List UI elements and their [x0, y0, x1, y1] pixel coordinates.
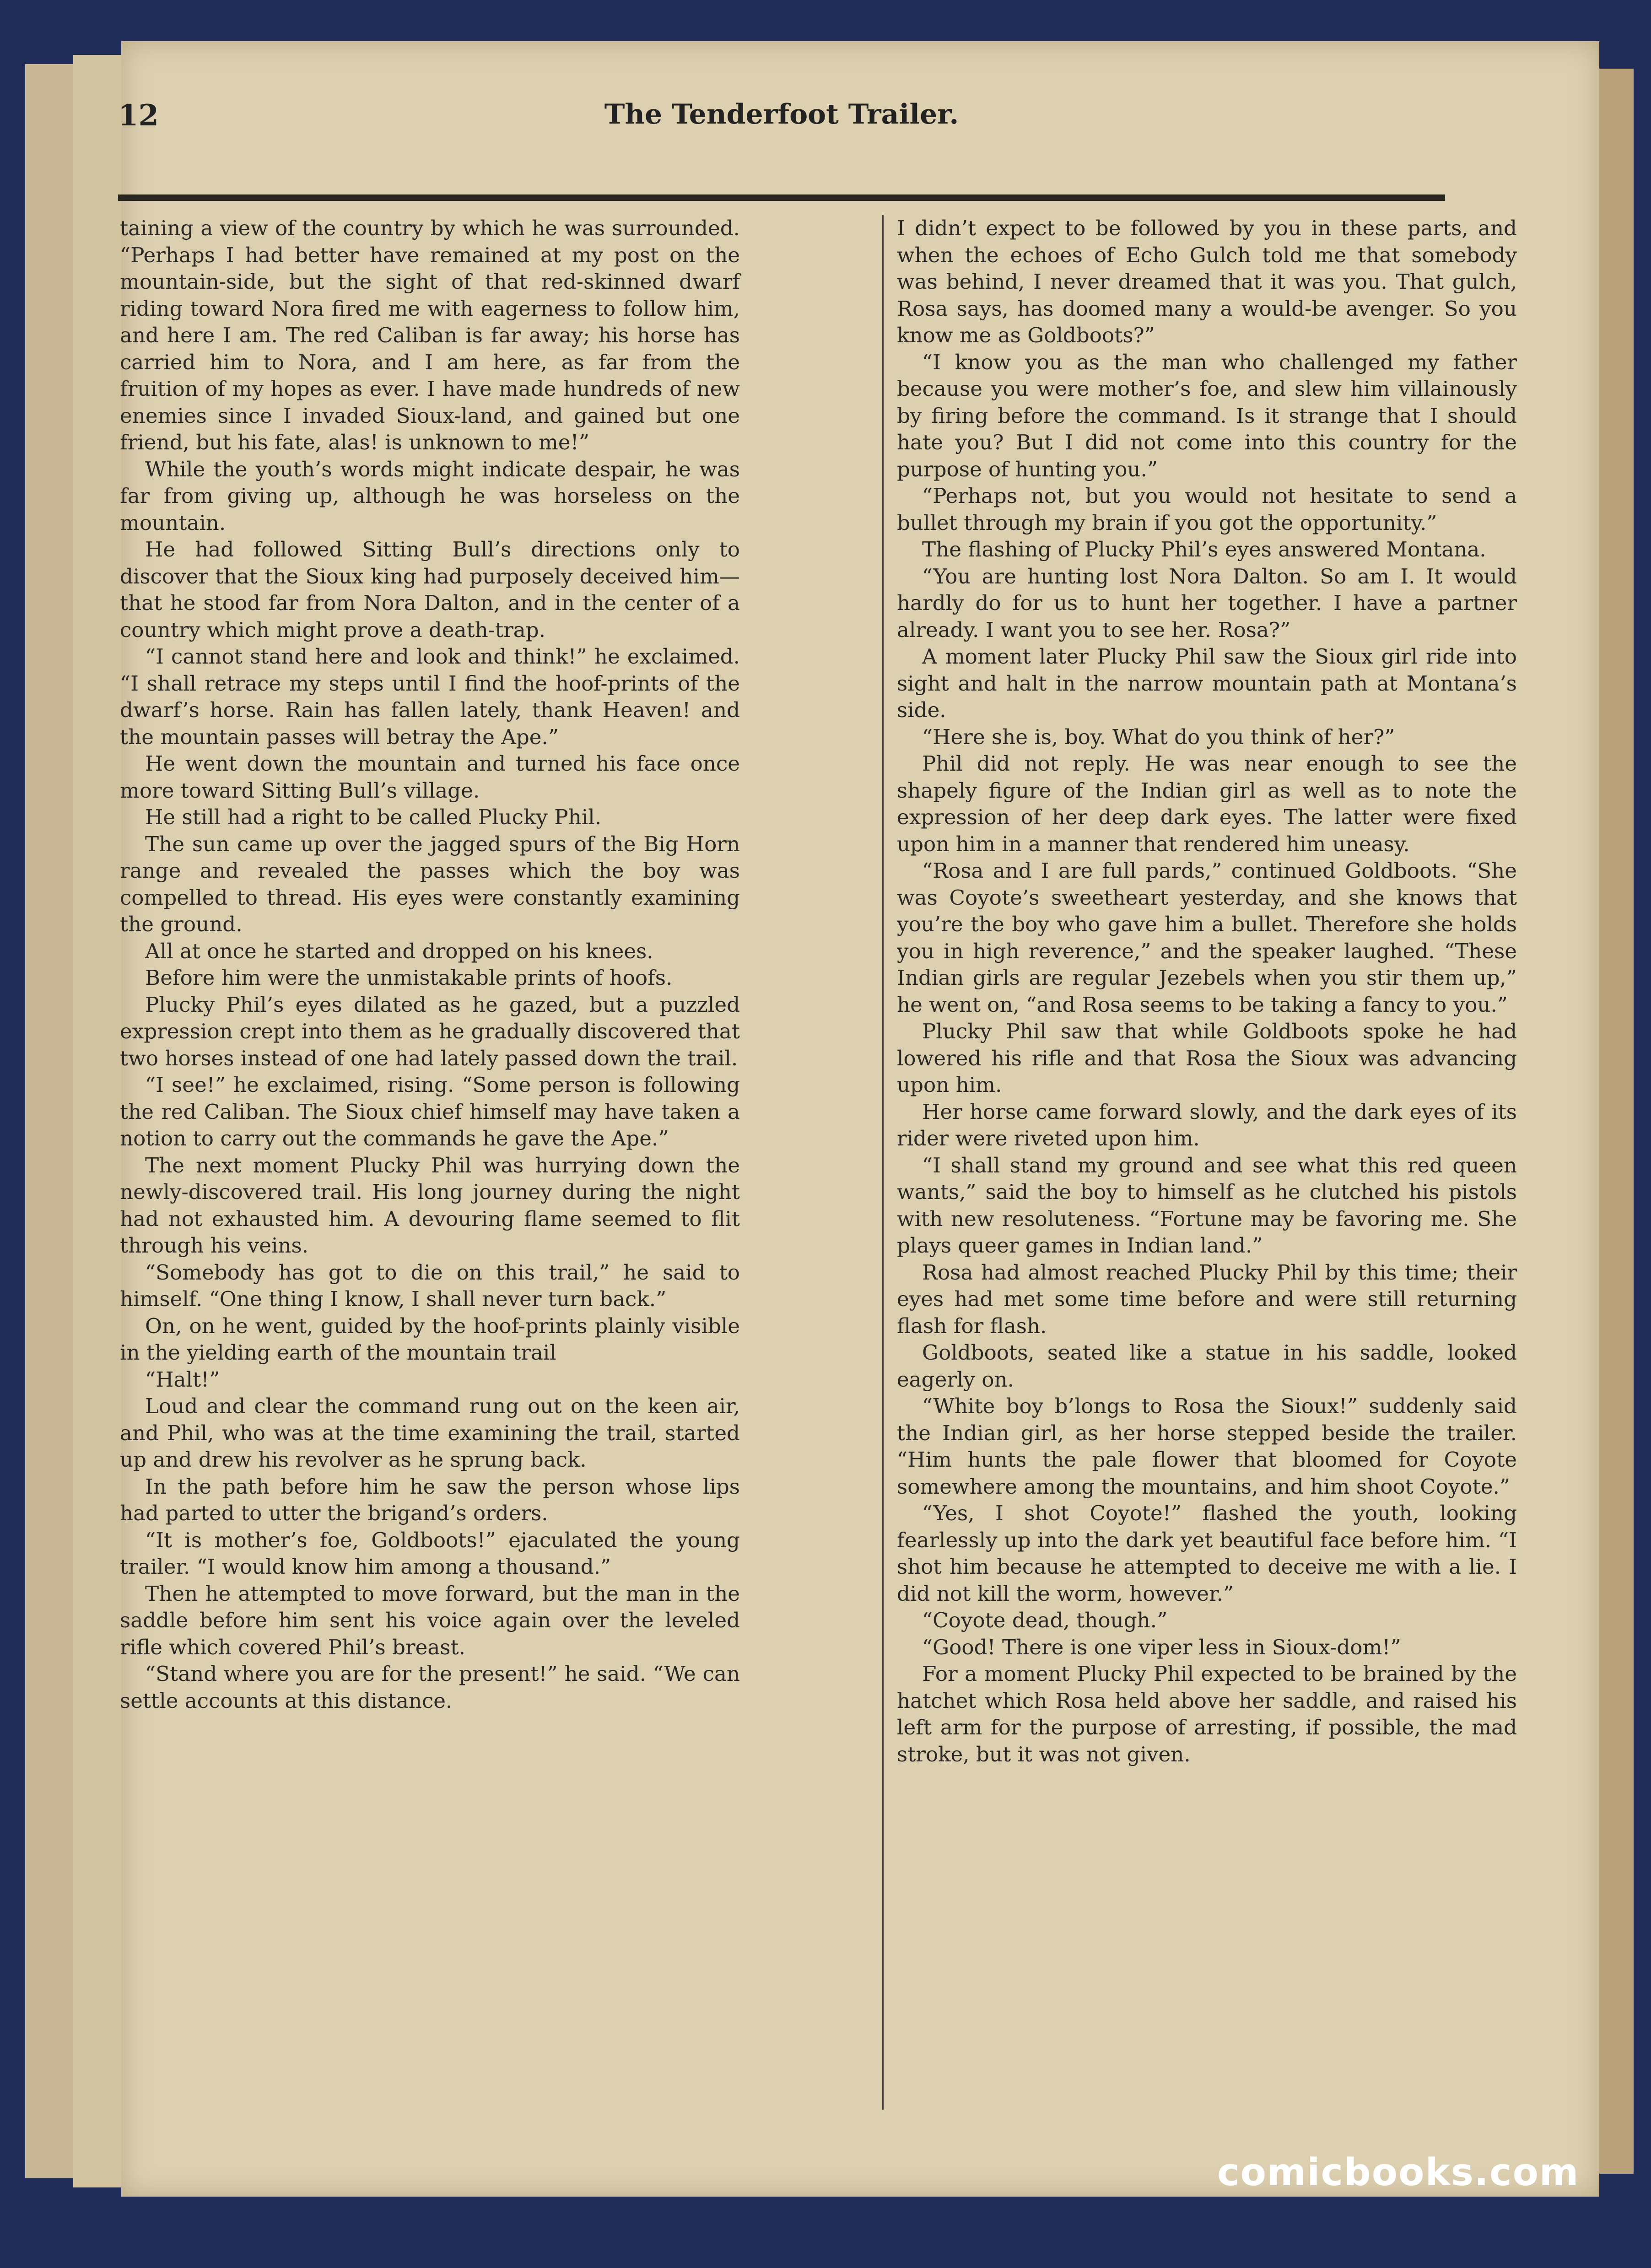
paragraph: The next moment Plucky Phil was hurrying down the newly-discovered trail. His long journey during the night had not exhausted him. A devouring flame seemed to flit through his veins. — [120, 1153, 740, 1258]
paragraph: Rosa had almost reached Plucky Phil by this time; their eyes had met some time before and were still returning flash for flash. — [897, 1260, 1517, 1338]
paragraph: Her horse came forward slowly, and the dark eyes of its rider were riveted upon him. — [897, 1099, 1517, 1150]
paragraph: “Perhaps not, but you would not hesitate to send a bullet through my brain if you got the opportunity.” — [897, 484, 1517, 535]
paragraph: “It is mother’s foe, Goldboots!” ejaculated the young trailer. “I would know him among a thousand.” — [120, 1528, 740, 1579]
paragraph: “Good! There is one viper less in Sioux-dom!” — [922, 1635, 1401, 1659]
paragraph: “Halt!” — [145, 1367, 220, 1392]
paragraph: “I cannot stand here and look and think!” he exclaimed. “I shall retrace my steps until I find the hoof-prints of the dwarf’s horse. Rain has fallen lately, thank Heaven! and the mountain passes will betray the Ape.” — [120, 644, 740, 749]
watermark: comicbooks.com — [1217, 2151, 1580, 2194]
paragraph: “You are hunting lost Nora Dalton. So am I. It would hardly do for us to hunt her together. I have a partner already. I want you to see her. Rosa?” — [897, 564, 1517, 642]
paragraph: A moment later Plucky Phil saw the Sioux girl ride into sight and halt in the narrow mountain path at Montana’s side. — [897, 644, 1517, 722]
paragraph: “Rosa and I are full pards,” continued Goldboots. “She was Coyote’s sweetheart yesterday, and she knows that you’re the boy who gave him a bullet. Therefore she holds you in high reverence,” and the speaker laughed. “These Indian girls are regular Jezebels when you stir them up,” he went on, “and Rosa seems to be taking a fancy to you.” — [897, 859, 1517, 1017]
paragraph: “Stand where you are for the present!” he said. “We can settle accounts at this distance. — [120, 1662, 740, 1713]
paragraph: Plucky Phil saw that while Goldboots spoke he had lowered his rifle and that Rosa the Sioux was advancing upon him. — [897, 1019, 1517, 1097]
paragraph: In the path before him he saw the person whose lips had parted to utter the brigand’s orders. — [120, 1474, 740, 1525]
page-header — [118, 98, 1445, 149]
paragraph: Loud and clear the command rung out on the keen air, and Phil, who was at the time examining the trail, started up and drew his revolver as he sprung back. — [120, 1394, 740, 1472]
paragraph: The sun came up over the jagged spurs of the Big Horn range and revealed the passes which the boy was compelled to thread. His eyes were constantly examining the ground. — [120, 832, 740, 936]
page-number: 12 — [118, 98, 159, 133]
right-page-edge — [1599, 69, 1634, 2174]
paragraph: “I see!” he exclaimed, rising. “Some person is following the red Caliban. The Sioux chief himself may have taken a notion to carry out the commands he gave the Ape.” — [120, 1073, 740, 1150]
paragraph: All at once he started and dropped on his knees. — [145, 939, 653, 963]
paragraph: Before him were the unmistakable prints of hoofs. — [145, 966, 673, 990]
paragraph: He went down the mountain and turned his face once more toward Sitting Bull’s village. — [120, 751, 740, 803]
paragraph: The flashing of Plucky Phil’s eyes answered Montana. — [922, 537, 1486, 562]
left-column — [120, 215, 740, 2114]
paragraph: Then he attempted to move forward, but the man in the saddle before him sent his voice again over the leveled rifle which covered Phil’s breast. — [120, 1581, 740, 1659]
paragraph: Goldboots, seated like a statue in his saddle, looked eagerly on. — [897, 1340, 1517, 1392]
paragraph: “Somebody has got to die on this trail,” he said to himself. “One thing I know, I shall never turn back.” — [120, 1260, 740, 1311]
header-rule — [118, 194, 1445, 201]
paragraph: Phil did not reply. He was near enough to see the shapely figure of the Indian girl as well as to note the expression of her deep dark eyes. The latter were fixed upon him in a manner that rendered him uneasy. — [897, 751, 1517, 856]
paragraph: He still had a right to be called Plucky Phil. — [145, 805, 602, 829]
paragraph: I didn’t expect to be followed by you in these parts, and when the echoes of Echo Gulch told me that somebody was behind, I never dreamed that it was you. That gulch, Rosa says, has doomed many a would-be avenger. So you know me as Goldboots?” — [897, 216, 1517, 347]
page-title: The Tenderfoot Trailer. — [604, 98, 959, 130]
paragraph: “Here she is, boy. What do you think of her?” — [922, 724, 1395, 749]
paragraph: “Coyote dead, though.” — [922, 1608, 1168, 1632]
paragraph: While the youth’s words might indicate despair, he was far from giving up, although he was horseless on the mountain. — [120, 457, 740, 535]
column-divider — [882, 215, 884, 2110]
paragraph: “I know you as the man who challenged my father because you were mother’s foe, and slew him villainously by firing before the command. Is it strange that I should hate you? But I did not come into this country for the purpose of hunting you.” — [897, 350, 1517, 481]
paragraph: “Yes, I shot Coyote!” flashed the youth, looking fearlessly up into the dark yet beautiful face before him. “I shot him because he attempted to deceive me with a lie. I did not kill the worm, however.” — [897, 1501, 1517, 1606]
paragraph: For a moment Plucky Phil expected to be brained by the hatchet which Rosa held above her saddle, and raised his left arm for the purpose of arresting, if possible, the mad stroke, but it was not given. — [897, 1662, 1517, 1766]
paragraph: He had followed Sitting Bull’s directions only to discover that the Sioux king had purposely deceived him—that he stood far from Nora Dalton, and in the center of a country which might prove a death-trap. — [120, 537, 740, 642]
right-column — [897, 215, 1517, 2114]
paragraph: On, on he went, guided by the hoof-prints plainly visible in the yielding earth of the mountain trail — [120, 1313, 740, 1365]
paragraph: taining a view of the country by which he was surrounded. “Perhaps I had better have remained at my post on the mountain-side, but the sight of that red-skinned dwarf riding toward Nora fired me with eagerness to follow him, and here I am. The red Caliban is far away; his horse has carried him to Nora, and I am here, as far from the fruition of my hopes as ever. I have made hundreds of new enemies since I invaded Sioux-land, and gained but one friend, but his fate, alas! is unknown to me!” — [120, 216, 740, 454]
paragraph: “White boy b’longs to Rosa the Sioux!” suddenly said the Indian girl, as her horse stepped beside the trailer. “Him hunts the pale flower that bloomed for Coyote somewhere among the mountains, and him shoot Coyote.” — [897, 1394, 1517, 1499]
paragraph: Plucky Phil’s eyes dilated as he gazed, but a puzzled expression crept into them as he gradually discovered that two horses instead of one had lately passed down the trail. — [120, 992, 740, 1070]
paragraph: “I shall stand my ground and see what this red queen wants,” said the boy to himself as he clutched his pistols with new resoluteness. “Fortune may be favoring me. She plays queer games in Indian land.” — [897, 1153, 1517, 1258]
